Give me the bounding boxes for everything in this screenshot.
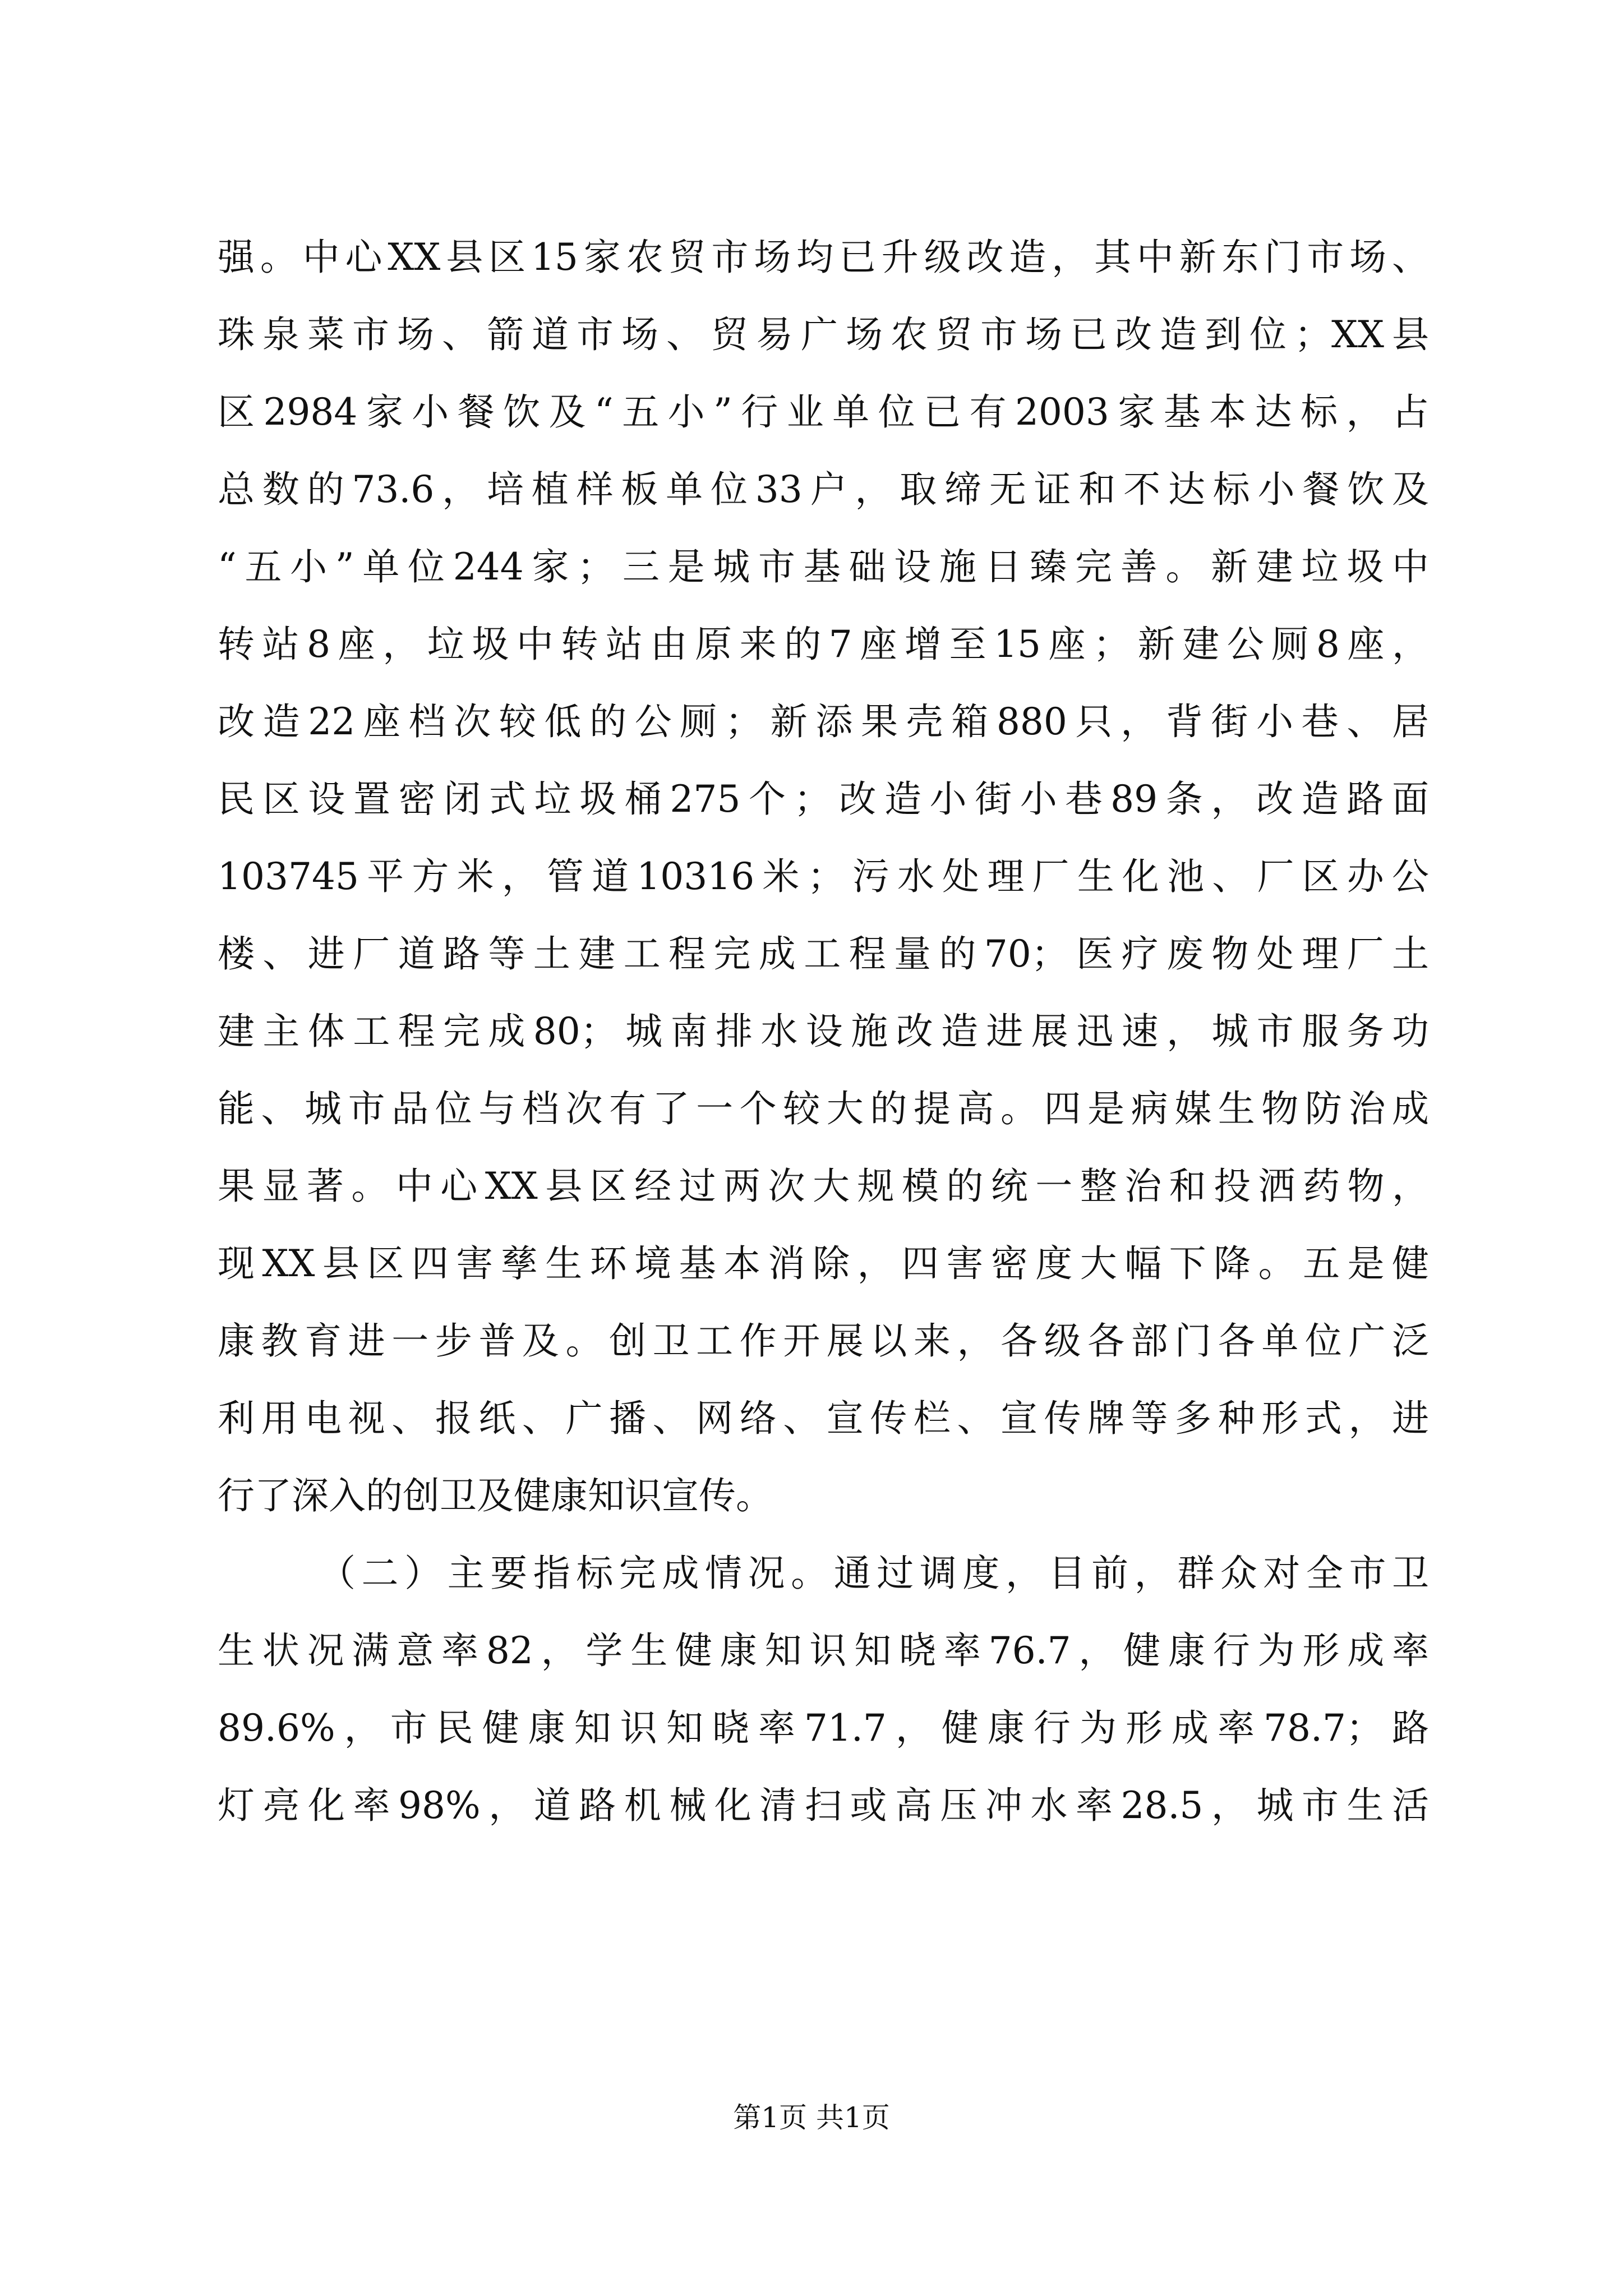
text-line: 转站8座，垃圾中转站由原来的7座增至15座；新建公厕8座， (218, 623, 1429, 666)
section-heading-line: （二）主要指标完成情况。通过调度，目前，群众对全市卫 (319, 1552, 1429, 1595)
text-line: 能、城市品位与档次有了一个较大的提高。四是病媒生物防治成 (218, 1087, 1429, 1130)
body-text (218, 219, 1429, 1844)
text-line: “五小”单位244家；三是城市基础设施日臻完善。新建垃圾中 (218, 545, 1429, 588)
text-line: 生状况满意率82，学生健康知识知晓率76.7，健康行为形成率 (218, 1629, 1429, 1672)
text-line: 现XX县区四害孳生环境基本消除，四害密度大幅下降。五是健 (218, 1242, 1429, 1285)
text-line: 103745平方米，管道10316米；污水处理厂生化池、厂区办公 (218, 855, 1429, 898)
text-line: 改造22座档次较低的公厕；新添果壳箱880只，背街小巷、居 (218, 700, 1429, 743)
text-line: 区2984家小餐饮及“五小”行业单位已有2003家基本达标，占 (218, 390, 1429, 434)
text-line: 康教育进一步普及。创卫工作开展以来，各级各部门各单位广泛 (218, 1319, 1429, 1363)
text-line: 灯亮化率98%，道路机械化清扫或高压冲水率28.5，城市生活 (218, 1784, 1429, 1827)
text-line: 强。中心XX县区15家农贸市场均已升级改造，其中新东门市场、 (218, 236, 1429, 279)
text-line: 建主体工程完成80；城南排水设施改造进展迅速，城市服务功 (218, 1010, 1429, 1053)
text-line: 89.6%，市民健康知识知晓率71.7，健康行为形成率78.7；路 (218, 1706, 1429, 1750)
text-line: 行了深入的创卫及健康知识宣传。 (218, 1474, 773, 1517)
text-line: 果显著。中心XX县区经过两次大规模的统一整治和投洒药物， (218, 1165, 1429, 1208)
text-line: 珠泉菜市场、箭道市场、贸易广场农贸市场已改造到位；XX县 (218, 313, 1429, 356)
page-footer: 第1页 共1页 (733, 2101, 890, 2134)
text-line: 利用电视、报纸、广播、网络、宣传栏、宣传牌等多种形式，进 (218, 1397, 1429, 1440)
text-line: 楼、进厂道路等土建工程完成工程量的70；医疗废物处理厂土 (218, 932, 1429, 976)
text-line: 总数的73.6，培植样板单位33户，取缔无证和不达标小餐饮及 (218, 468, 1429, 511)
text-line: 民区设置密闭式垃圾桶275个；改造小街小巷89条，改造路面 (218, 777, 1429, 821)
